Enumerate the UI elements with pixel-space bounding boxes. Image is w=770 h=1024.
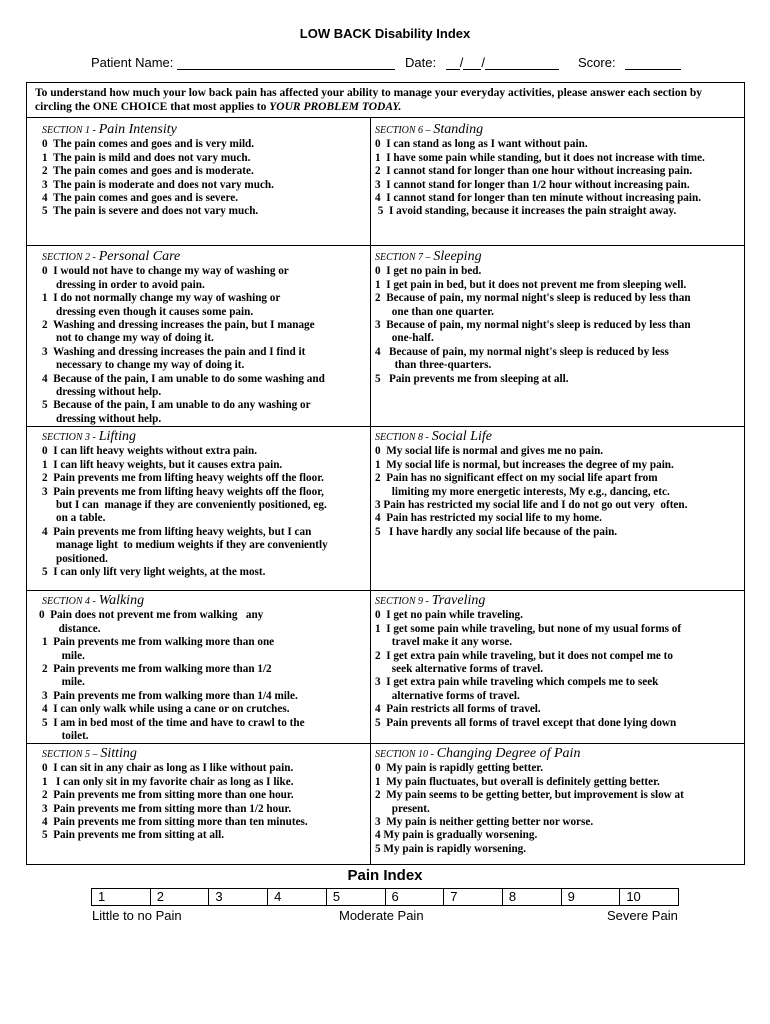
option[interactable]: 2 I get extra pain while traveling, but it does not compel me to seek alternative forms of travel. (375, 649, 673, 676)
date-label: Date: (405, 55, 437, 70)
option[interactable]: 5 The pain is severe and does not vary much. (42, 205, 259, 218)
option[interactable]: 2 I cannot stand for longer than one hour without increasing pain. (375, 165, 693, 178)
patient-name-field[interactable] (91, 55, 395, 70)
option[interactable]: 1 My pain fluctuates, but overall is definitely getting better. (375, 775, 660, 788)
section-title: Pain Intensity (98, 122, 177, 137)
option[interactable]: 1 I have some pain while standing, but it does not increase with time. (375, 151, 705, 164)
date-month-blank[interactable] (446, 56, 460, 70)
section-standing (375, 123, 735, 219)
questionnaire-form (26, 82, 745, 865)
option[interactable]: 0 I can sit in any chair as long as I like without pain. (42, 762, 294, 775)
option[interactable]: 2 Because of pain, my normal night's sleep is reduced by less than one than one quarter. (375, 292, 691, 318)
option[interactable]: 2 The pain comes and goes and is moderate. (42, 165, 254, 178)
date-year-blank[interactable] (485, 56, 559, 70)
column-divider (370, 117, 371, 864)
date-field[interactable]: Date: / / (405, 55, 559, 70)
option[interactable]: 0 I get no pain while traveling. (375, 609, 523, 622)
option[interactable]: 3 Pain has restricted my social life and I do not go out very often. (375, 499, 688, 512)
option[interactable]: 5 My pain is rapidly worsening. (375, 842, 527, 855)
option[interactable]: 1 I can lift heavy weights, but it causes extra pain. (42, 458, 283, 471)
pain-index-scale (91, 888, 679, 906)
option[interactable]: 0 My social life is normal and gives me no pain. (375, 445, 604, 458)
section-label: SECTION 2 - (42, 252, 96, 263)
section-label: SECTION 1 - (42, 125, 96, 136)
section-title: Sleeping (433, 249, 482, 264)
option[interactable]: 5 Pain prevents me from sleeping at all. (375, 372, 569, 385)
option[interactable]: 1 I do not normally change my way of washing or dressing even though it causes some pain. (42, 292, 281, 318)
pain-label-high: Severe Pain (607, 908, 678, 923)
section-label: SECTION 3 - (42, 432, 96, 443)
option[interactable]: 2 Pain prevents me from lifting heavy weights off the floor. (42, 472, 324, 485)
option[interactable]: 5 Pain prevents all forms of travel except that done lying down (375, 716, 677, 729)
option[interactable]: 3 Washing and dressing increases the pain and I find it necessary to change my way of doing it. (42, 345, 306, 372)
option[interactable]: 1 My social life is normal, but increases the degree of my pain. (375, 458, 674, 471)
option[interactable]: 4 My pain is gradually worsening. (375, 829, 538, 842)
option[interactable]: 4 The pain comes and goes and is severe. (42, 192, 239, 205)
section-label: SECTION 4 - (42, 596, 96, 607)
pain-scale-cell[interactable]: 10 (626, 889, 641, 904)
option[interactable]: 5 I can only lift very light weights, at the most. (42, 566, 266, 579)
section-title: Standing (433, 122, 484, 137)
section-lifting (42, 430, 367, 579)
option[interactable]: 3 I get extra pain while traveling which compels me to seek alternative forms of travel. (375, 676, 659, 702)
section-title: Lifting (98, 429, 137, 444)
option[interactable]: 2 My pain seems to be getting better, but improvement is slow at present. (375, 789, 684, 815)
option[interactable]: 1 The pain is mild and does not vary much. (42, 151, 251, 164)
section-title: Walking (98, 593, 145, 608)
instructions-emphasis: YOUR PROBLEM TODAY. (269, 101, 402, 113)
pain-scale-cell[interactable]: 4 (268, 889, 327, 905)
option[interactable]: 3 Pain prevents me from sitting more than 1/2 hour. (42, 802, 292, 815)
section-social-life (375, 430, 735, 539)
option[interactable]: 1 Pain prevents me from walking more than one mile. (42, 636, 275, 662)
section-pain-intensity (42, 123, 367, 219)
option[interactable]: 3 I cannot stand for longer than 1/2 hour without increasing pain. (375, 178, 690, 191)
pain-scale-cell[interactable]: 5 (327, 889, 386, 905)
option[interactable]: 1 I get pain in bed, but it does not prevent me from sleeping well. (375, 278, 687, 291)
option[interactable]: 4 Pain has restricted my social life to my home. (375, 512, 602, 525)
option[interactable]: 5 I avoid standing, because it increases the pain straight away. (375, 205, 677, 218)
pain-scale-cell[interactable]: 2 (151, 889, 210, 905)
option[interactable]: 0 I can lift heavy weights without extra pain. (42, 445, 258, 458)
section-walking (39, 594, 367, 743)
option[interactable]: 4 Pain prevents me from lifting heavy weights, but I can manage light to medium weights if they are conveniently positioned. (42, 525, 328, 565)
section-changing-degree-of-pain (375, 747, 735, 856)
option[interactable]: 0 I get no pain in bed. (375, 265, 482, 278)
pain-scale-cell[interactable]: 8 (503, 889, 562, 905)
section-title: Changing Degree of Pain (436, 746, 581, 761)
section-label: SECTION 7 – (375, 252, 431, 263)
page-title: LOW BACK Disability Index (299, 26, 471, 41)
option[interactable]: 3 Pain prevents me from walking more than 1/4 mile. (42, 689, 298, 702)
option[interactable]: 5 I have hardly any social life because of the pain. (375, 525, 618, 538)
option[interactable]: 4 Pain restricts all forms of travel. (375, 703, 541, 716)
score-label: Score: (578, 55, 616, 70)
date-day-blank[interactable] (463, 56, 481, 70)
option[interactable]: 4 Because of the pain, I am unable to do some washing and dressing without help. (42, 372, 325, 399)
option[interactable]: 4 I cannot stand for longer than ten minute without increasing pain. (375, 192, 702, 205)
pain-scale-cell[interactable]: 1 (92, 889, 151, 905)
option[interactable]: 3 Because of pain, my normal night's sleep is reduced by less than one-half. (375, 319, 691, 345)
option[interactable]: 3 The pain is moderate and does not vary much. (42, 178, 274, 191)
instructions-text: To understand how much your low back pain has affected your ability to manage your everyday activities, please answer each section by circling the ONE CHOICE that most applies to (35, 87, 703, 113)
pain-scale-cell[interactable]: 7 (444, 889, 503, 905)
option[interactable]: 1 I get some pain while traveling, but none of my usual forms of travel make it any worse. (375, 622, 682, 649)
section-title: Sitting (100, 746, 137, 761)
row-divider (27, 245, 744, 246)
option[interactable]: 5 I am in bed most of the time and have to crawl to the toilet. (42, 716, 305, 743)
option[interactable]: 2 Pain prevents me from walking more than 1/2 mile. (42, 663, 272, 689)
section-personal-care (42, 250, 367, 426)
section-label: SECTION 8 - (375, 432, 429, 443)
pain-label-mid: Moderate Pain (339, 908, 424, 923)
patient-name-label: Patient Name: (91, 55, 174, 70)
section-sleeping (375, 250, 735, 386)
pain-label-low: Little to no Pain (92, 908, 182, 923)
option[interactable]: 5 Because of the pain, I am unable to do any washing or dressing without help. (42, 399, 311, 425)
option[interactable]: 2 Pain prevents me from sitting more than one hour. (42, 789, 294, 802)
row-divider (27, 590, 744, 591)
score-field[interactable] (578, 55, 681, 70)
instructions (35, 86, 740, 114)
option[interactable]: 4 Because of pain, my normal night's sleep is reduced by less than three-quarters. (375, 345, 669, 372)
divider (27, 117, 744, 118)
option[interactable]: 2 Pain has no significant effect on my social life apart from limiting my more energetic interests, My e.g., dancing, etc. (375, 472, 670, 498)
option[interactable]: 4 Pain prevents me from sitting more than ten minutes. (42, 816, 308, 829)
pain-scale-cell[interactable]: 6 (386, 889, 445, 905)
pain-scale-cell[interactable]: 3 (209, 889, 268, 905)
section-title: Social Life (431, 429, 492, 444)
option[interactable]: 0 I would not have to change my way of washing or dressing in order to avoid pain. (42, 265, 289, 291)
option[interactable]: 0 The pain comes and goes and is very mild. (42, 138, 255, 151)
section-label: SECTION 6 – (375, 125, 431, 136)
section-label: SECTION 9 - (375, 596, 429, 607)
option[interactable]: 0 I can stand as long as I want without pain. (375, 138, 588, 151)
score-blank[interactable] (625, 56, 681, 70)
section-traveling (375, 594, 735, 730)
option[interactable]: 3 Pain prevents me from lifting heavy weights off the floor, but I can manage if they are conveniently positioned, eg. on a table. (42, 485, 327, 525)
pain-index-title: Pain Index (347, 867, 423, 884)
section-label: SECTION 10 - (375, 749, 434, 760)
pain-scale-cell[interactable]: 9 (562, 889, 621, 905)
patient-name-blank[interactable] (177, 56, 395, 70)
section-label: SECTION 5 – (42, 749, 98, 760)
option[interactable]: 0 My pain is rapidly getting better. (375, 762, 544, 775)
option[interactable]: 5 Pain prevents me from sitting at all. (42, 829, 224, 842)
section-title: Personal Care (98, 249, 181, 264)
option[interactable]: 0 Pain does not prevent me from walking any distance. (39, 609, 264, 635)
option[interactable]: 2 Washing and dressing increases the pain, but I manage not to change my way of doing it. (42, 319, 315, 345)
option[interactable]: 4 I can only walk while using a cane or on crutches. (42, 703, 290, 716)
section-sitting (42, 747, 367, 843)
option[interactable]: 3 My pain is neither getting better nor worse. (375, 816, 594, 829)
option[interactable]: 1 I can only sit in my favorite chair as long as I like. (42, 775, 294, 788)
section-title: Traveling (431, 593, 486, 608)
